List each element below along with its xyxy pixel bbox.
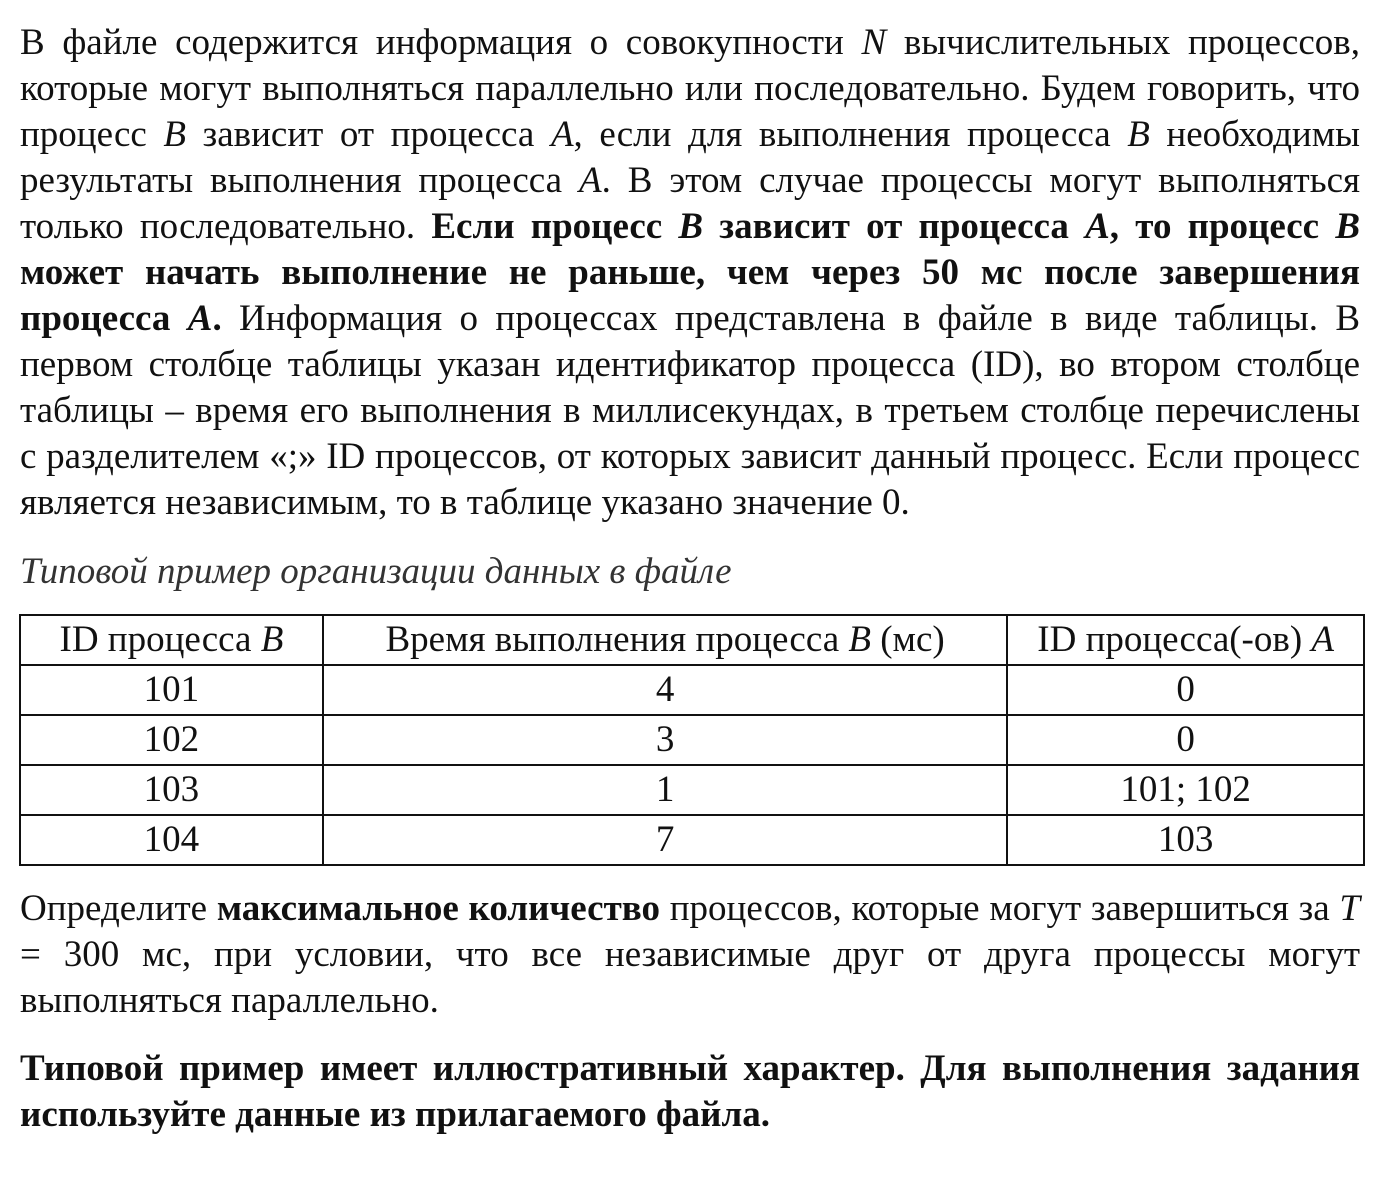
table-caption: Типовой пример организации данных в файле	[20, 551, 732, 592]
cell-deps: 0	[1007, 665, 1364, 715]
var-b: B	[848, 619, 871, 660]
cell-id: 104	[20, 815, 323, 865]
var-a: A	[1311, 619, 1335, 660]
question-bold: максимальное количество	[216, 888, 660, 929]
note-paragraph: Типовой пример имеет иллюстративный характер. Для выполнения задания используйте данные из прилагаемого файла.	[20, 1048, 1360, 1135]
cell-deps: 103	[1007, 815, 1364, 865]
var-a: A	[1085, 206, 1110, 247]
intro-text: зависит от процесса	[186, 114, 551, 155]
bold-rule-text: , то процесс	[1109, 206, 1336, 247]
intro-text: В файле содержится информация о совокупности	[20, 22, 862, 63]
cell-id: 102	[20, 715, 323, 765]
bold-rule-text: зависит от процесса	[703, 206, 1086, 247]
var-b: B	[260, 619, 284, 660]
var-b: B	[163, 114, 186, 155]
cell-time: 7	[323, 815, 1007, 865]
intro-paragraph	[20, 20, 1360, 526]
question-text: процессов, которые могут завершиться за	[660, 888, 1340, 929]
question-paragraph	[20, 886, 1360, 1024]
header-exec-time	[323, 615, 1007, 665]
table-row	[20, 765, 1364, 815]
header-process-id	[20, 615, 323, 665]
cell-time: 4	[323, 665, 1007, 715]
table-row	[20, 665, 1364, 715]
var-a: A	[187, 298, 213, 339]
cell-time: 3	[323, 715, 1007, 765]
header-dependencies	[1007, 615, 1364, 665]
cell-id: 103	[20, 765, 323, 815]
cell-time: 1	[323, 765, 1007, 815]
cell-deps: 0	[1007, 715, 1364, 765]
bold-rule-text: Если процесс	[431, 206, 679, 247]
bold-rule-text: .	[212, 298, 222, 339]
intro-text: необходимы результаты выполнения процесса	[20, 114, 1360, 201]
var-n: N	[861, 22, 887, 63]
var-b: B	[1335, 206, 1360, 247]
header-unit: (мс)	[870, 619, 945, 660]
header-label: ID процесса(-ов)	[1037, 619, 1312, 660]
var-b: B	[678, 206, 704, 247]
header-label: ID процесса	[59, 619, 261, 660]
question-text: = 300 мс, при условии, что все независимые друг от друга процессы могут выполняться параллельно.	[20, 934, 1360, 1021]
table-header-row	[20, 615, 1364, 665]
bold-rule-text: может начать выполнение не раньше, чем через 50 мс после завершения процесса	[20, 252, 1360, 339]
cell-deps: 101; 102	[1007, 765, 1364, 815]
intro-text: вычислительных процессов, которые могут выполняться параллельно или последовательно. Будем говорить, что процесс	[20, 22, 1360, 155]
table-row	[20, 815, 1364, 865]
var-t: T	[1339, 888, 1360, 929]
var-a: A	[550, 114, 574, 155]
intro-text: , если для выполнения процесса	[573, 114, 1128, 155]
table-row	[20, 715, 1364, 765]
var-a: A	[579, 160, 602, 201]
intro-text: Информация о процессах представлена в файле в виде таблицы. В первом столбце таблицы указан идентификатор процесса (ID), во втором столбце таблицы – время его выполнения в миллисекундах, в третьем столбце перечислены с разделителем «;» ID процессов, от которых зависит данный процесс. Если процесс является независимым, то в таблице указано значение 0.	[20, 298, 1361, 523]
var-b: B	[1127, 114, 1150, 155]
intro-text: . В этом случае процессы могут выполняться только последовательно.	[20, 160, 1361, 247]
header-label: Время выполнения процесса	[385, 619, 849, 660]
example-table	[19, 614, 1365, 866]
cell-id: 101	[20, 665, 323, 715]
question-text: Определите	[20, 888, 217, 929]
